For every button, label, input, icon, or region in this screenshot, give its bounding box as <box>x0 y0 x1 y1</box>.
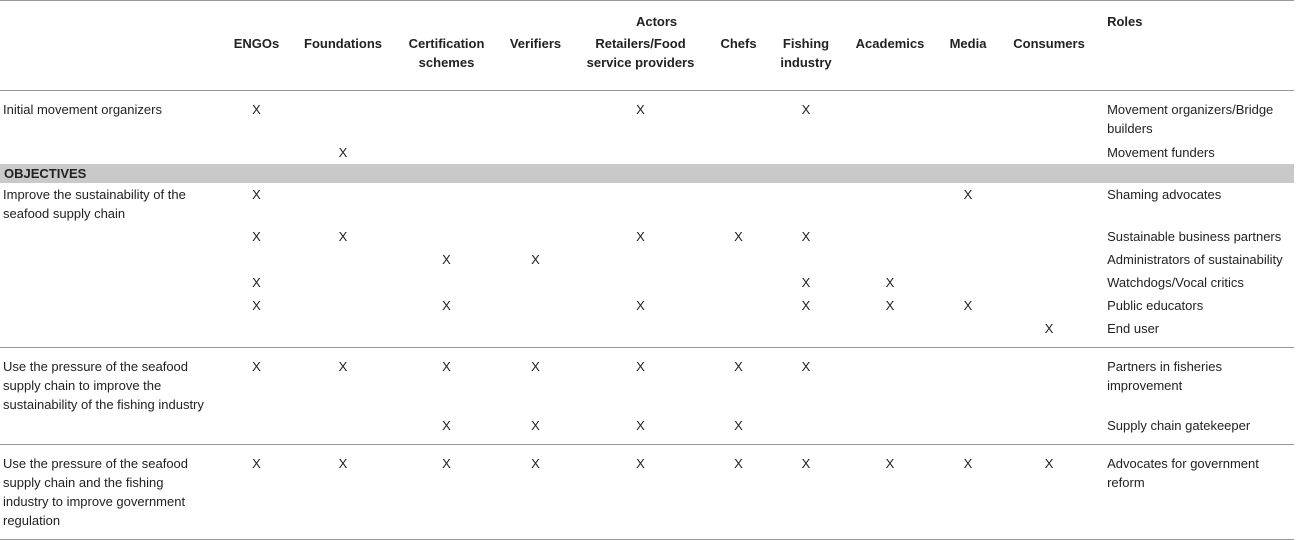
mark-cell <box>502 183 569 223</box>
mark-cell <box>933 138 1003 164</box>
table-row <box>0 223 1294 246</box>
mark-cell <box>569 315 712 348</box>
mark-cell: X <box>252 102 261 117</box>
mark-cell: X <box>712 445 765 540</box>
mark-cell <box>712 183 765 223</box>
row-label <box>0 246 218 269</box>
mark-cell <box>1003 292 1095 315</box>
mark-cell <box>712 138 765 164</box>
mark-cell <box>933 91 1003 139</box>
mark-cell <box>712 91 765 139</box>
mark-cell <box>218 315 295 348</box>
mark-cell: X <box>963 298 973 313</box>
table-row <box>0 315 1294 348</box>
section-label: OBJECTIVES <box>0 164 1294 183</box>
mark-cell: X <box>442 252 451 267</box>
role-cell: Advocates for government reform <box>1095 445 1294 540</box>
mark-cell: X <box>801 229 811 244</box>
mark-cell <box>847 348 933 415</box>
role-cell: Public educators <box>1107 298 1204 313</box>
row-label <box>0 292 218 315</box>
role-cell: Partners in fisheries improvement <box>1095 348 1294 415</box>
mark-cell: X <box>442 298 451 313</box>
mark-cell <box>295 91 391 139</box>
mark-cell <box>295 246 391 269</box>
mark-cell <box>569 138 712 164</box>
column-header: Verifiers <box>502 34 569 91</box>
mark-cell: X <box>847 445 933 540</box>
mark-cell: X <box>252 229 261 244</box>
mark-cell: X <box>218 348 295 415</box>
mark-cell <box>391 269 502 292</box>
row-label: Initial movement organizers <box>3 102 162 117</box>
mark-cell <box>502 91 569 139</box>
column-header: Certification schemes <box>391 34 502 91</box>
mark-cell: X <box>252 298 261 313</box>
mark-cell: X <box>885 275 895 290</box>
mark-cell <box>391 223 502 246</box>
mark-cell <box>765 246 847 269</box>
mark-cell <box>502 292 569 315</box>
mark-cell <box>847 183 933 223</box>
mark-cell <box>391 138 502 164</box>
mark-cell: X <box>712 348 765 415</box>
mark-cell <box>712 269 765 292</box>
role-cell: Supply chain gatekeeper <box>1107 418 1251 433</box>
mark-cell: X <box>734 418 743 433</box>
mark-cell <box>847 246 933 269</box>
mark-cell <box>1003 348 1095 415</box>
mark-cell: X <box>636 418 645 433</box>
mark-cell <box>1003 183 1095 223</box>
mark-cell: X <box>765 348 847 415</box>
mark-cell: X <box>636 229 645 244</box>
table-row <box>0 414 1294 445</box>
role-cell: Shaming advocates <box>1107 187 1222 202</box>
mark-cell: X <box>1003 445 1095 540</box>
corner-cell <box>0 1 218 35</box>
mark-cell: X <box>531 252 540 267</box>
mark-cell: X <box>442 418 451 433</box>
mark-cell: X <box>933 445 1003 540</box>
row-label: Use the pressure of the seafood supply chain and the fishing industry to improve government regulation <box>0 445 218 540</box>
mark-cell: X <box>252 187 261 202</box>
mark-cell <box>502 315 569 348</box>
mark-cell <box>391 91 502 139</box>
mark-cell <box>218 414 295 445</box>
table-row <box>0 445 1294 540</box>
mark-cell: X <box>765 445 847 540</box>
mark-cell <box>295 292 391 315</box>
mark-cell <box>569 183 712 223</box>
row-label <box>0 269 218 292</box>
mark-cell <box>1003 269 1095 292</box>
role-cell: Sustainable business partners <box>1107 229 1282 244</box>
mark-cell <box>933 315 1003 348</box>
table-row <box>0 91 1294 139</box>
table-row <box>0 269 1294 292</box>
mark-cell: X <box>218 445 295 540</box>
mark-cell: X <box>391 445 502 540</box>
mark-cell <box>765 315 847 348</box>
role-cell: Movement funders <box>1107 145 1215 160</box>
mark-cell: X <box>502 445 569 540</box>
mark-cell <box>295 414 391 445</box>
mark-cell <box>765 183 847 223</box>
mark-cell <box>847 414 933 445</box>
mark-cell <box>765 138 847 164</box>
mark-cell <box>933 246 1003 269</box>
mark-cell: X <box>569 445 712 540</box>
role-cell: Administrators of sustainability <box>1107 252 1283 267</box>
column-header: Consumers <box>1003 34 1095 91</box>
mark-cell <box>712 315 765 348</box>
mark-cell <box>847 91 933 139</box>
actors-header: Actors <box>218 1 1095 35</box>
mark-cell <box>1003 138 1095 164</box>
mark-cell: X <box>252 275 261 290</box>
row-label <box>0 223 218 246</box>
mark-cell <box>502 269 569 292</box>
mark-cell: X <box>1044 321 1054 336</box>
mark-cell <box>712 246 765 269</box>
mark-cell <box>295 315 391 348</box>
mark-cell: X <box>801 102 811 117</box>
mark-cell <box>847 138 933 164</box>
mark-cell <box>933 348 1003 415</box>
mark-cell <box>218 138 295 164</box>
mark-cell: X <box>801 298 811 313</box>
column-header: Chefs <box>712 34 765 91</box>
mark-cell: X <box>391 348 502 415</box>
mark-cell <box>933 269 1003 292</box>
column-header: Foundations <box>295 34 391 91</box>
mark-cell <box>391 183 502 223</box>
mark-cell: X <box>963 187 973 202</box>
table-row <box>0 138 1294 164</box>
row-label <box>0 315 218 348</box>
mark-cell: X <box>734 229 743 244</box>
mark-cell: X <box>295 348 391 415</box>
role-cell: Watchdogs/Vocal critics <box>1107 275 1244 290</box>
column-header: Retailers/Food service providers <box>569 34 712 91</box>
role-cell: Movement organizers/Bridge builders <box>1107 102 1274 136</box>
mark-cell <box>847 315 933 348</box>
mark-cell: X <box>636 102 645 117</box>
role-cell: End user <box>1107 321 1160 336</box>
mark-cell <box>502 138 569 164</box>
corner-cell-lower <box>0 34 218 91</box>
mark-cell: X <box>801 275 811 290</box>
table-row <box>0 183 1294 223</box>
mark-cell <box>391 315 502 348</box>
mark-cell <box>218 246 295 269</box>
mark-cell <box>1003 91 1095 139</box>
mark-cell <box>847 223 933 246</box>
mark-cell <box>295 269 391 292</box>
mark-cell <box>712 292 765 315</box>
mark-cell: X <box>636 298 645 313</box>
row-label: Improve the sustainability of the seafood supply chain <box>3 187 186 221</box>
mark-cell <box>502 223 569 246</box>
column-header: ENGOs <box>218 34 295 91</box>
mark-cell: X <box>338 229 348 244</box>
mark-cell: X <box>531 418 540 433</box>
row-label: Use the pressure of the seafood supply chain to improve the sustainability of the fishing industry <box>0 348 218 415</box>
mark-cell <box>933 414 1003 445</box>
table-row <box>0 292 1294 315</box>
mark-cell: X <box>295 445 391 540</box>
mark-cell <box>765 414 847 445</box>
column-header: Media <box>933 34 1003 91</box>
mark-cell: X <box>338 145 348 160</box>
mark-cell <box>1003 414 1095 445</box>
mark-cell: X <box>569 348 712 415</box>
mark-cell <box>933 223 1003 246</box>
row-label <box>0 414 218 445</box>
mark-cell <box>1003 246 1095 269</box>
mark-cell <box>1003 223 1095 246</box>
mark-cell: X <box>502 348 569 415</box>
mark-cell <box>295 183 391 223</box>
mark-cell: X <box>885 298 895 313</box>
mark-cell <box>569 269 712 292</box>
mark-cell <box>569 246 712 269</box>
roles-header: Roles <box>1095 1 1294 91</box>
column-header: Academics <box>847 34 933 91</box>
table-row <box>0 246 1294 269</box>
table-row <box>0 348 1294 415</box>
column-header: Fishing industry <box>765 34 847 91</box>
row-label <box>0 138 218 164</box>
